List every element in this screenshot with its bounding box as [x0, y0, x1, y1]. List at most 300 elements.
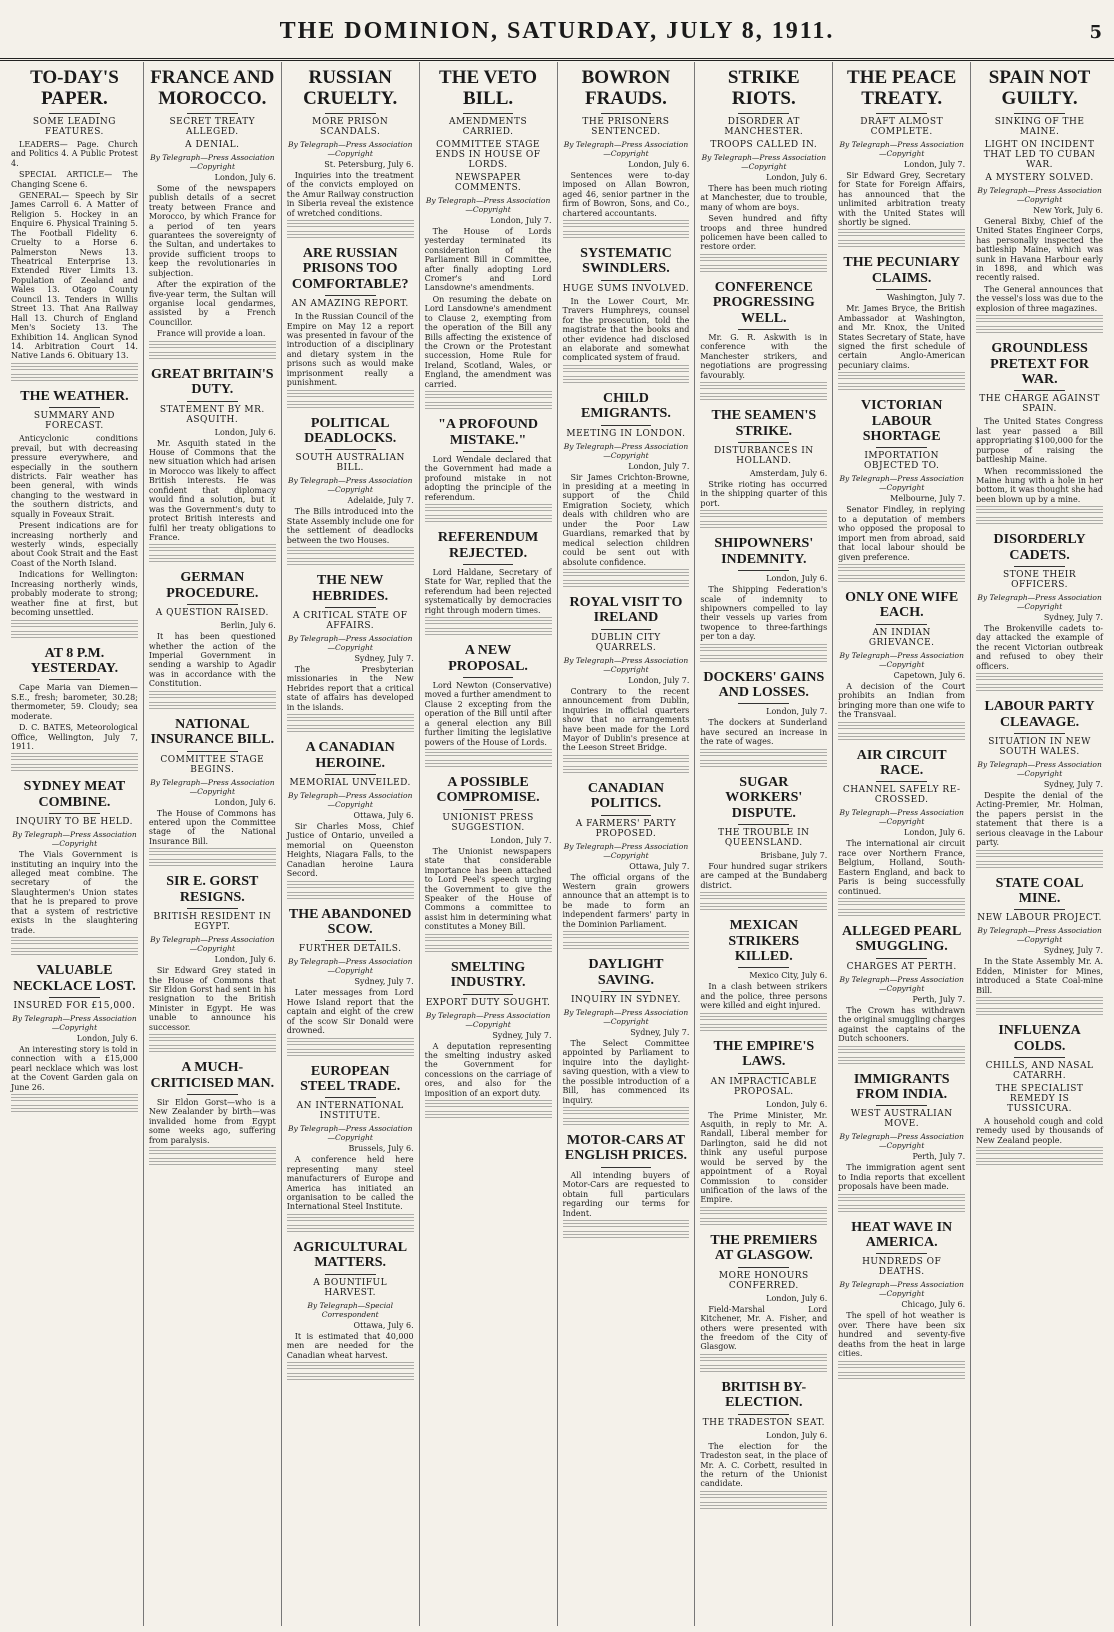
text-filler — [976, 1008, 1103, 1017]
article-headline: NATIONAL INSURANCE BILL. — [150, 716, 275, 748]
article-headline: POLITICAL DEADLOCKS. — [304, 415, 397, 447]
divider-rule — [187, 604, 238, 605]
text-filler — [287, 1373, 414, 1382]
article-headline: THE PEACE TREATY. — [847, 67, 957, 109]
article-paragraph: The House of Lords yesterday terminated its consideration of the Parliament Bill in Committee, after finally adopting Lord Cromer's and Lord Lansdowne's amendments. — [424, 226, 552, 293]
divider-rule — [876, 447, 927, 448]
text-filler — [838, 564, 965, 573]
article-dateline: Capetown, July 6. — [893, 670, 966, 680]
article-subhead: SUMMARY AND FORECAST. — [33, 411, 115, 432]
text-filler — [11, 937, 138, 946]
text-filler — [287, 547, 414, 556]
article-headline: MOTOR-CARS AT ENGLISH PRICES. — [564, 1133, 688, 1164]
article-headline: GROUNDLESS PRETEXT FOR WAR. — [990, 341, 1090, 387]
article — [563, 246, 690, 385]
article-byline: By Telegraph—Press Association—Copyright — [12, 830, 137, 849]
article-subhead: CHILLS, AND NASAL CATARRH. — [985, 1060, 1094, 1081]
text-filler — [563, 755, 690, 764]
article — [425, 417, 552, 524]
article-paragraph: In the Russian Council of the Empire on May 12 a report was presented in favour of the introduction of a disciplinary and dietary system in the prisons such as would make imprisonment really a punishment. — [286, 312, 414, 388]
divider-rule — [601, 425, 652, 426]
article-headline: RUSSIAN CRUELTY. — [303, 67, 398, 109]
article-paragraph: The dockers at Sunderland have secured an increase in the rate of wages. — [700, 718, 828, 747]
text-filler — [700, 1365, 827, 1374]
text-filler — [11, 363, 138, 372]
article-byline: By Telegraph—Press Association—Copyright — [150, 152, 275, 171]
article-dateline: New York, July 6. — [1033, 205, 1103, 215]
divider-rule — [1014, 1057, 1065, 1058]
article-paragraph: Lord Wendale declared that the Government had made a profound mistake in not adopting the principle of the referendum. — [424, 455, 552, 502]
article-paragraph: The General announces that the vessel's loss was due to the explosion of three magazines. — [976, 284, 1103, 313]
article-subhead: SOUTH AUSTRALIAN BILL. — [295, 453, 405, 474]
text-filler — [287, 1362, 414, 1371]
article-subhead: A MYSTERY SOLVED. — [985, 172, 1094, 183]
text-filler — [563, 376, 690, 385]
article-subhead: COMMITTEE STAGE BEGINS. — [160, 754, 265, 775]
divider-rule — [1014, 566, 1065, 567]
article-subhead: NEWSPAPER COMMENTS. — [454, 172, 522, 193]
article — [700, 670, 827, 769]
column-2 — [144, 62, 282, 1626]
article-dateline: Sydney, July 7. — [630, 1028, 690, 1037]
article-headline: VICTORIAN LABOUR SHORTAGE — [860, 398, 943, 445]
article-paragraph: The House of Commons has entered upon the Committee stage of the National Insurance Bill. — [148, 808, 276, 846]
text-filler — [287, 1049, 414, 1058]
article-headline: DAYLIGHT SAVING. — [588, 957, 664, 988]
article-paragraph: Lord Newton (Conservative) moved a further amendment to Clause 2 excepting from the operation of the Bill until after a general election any Bill further limiting the legislative powers of the House of Lords. — [424, 680, 552, 747]
article — [976, 532, 1103, 693]
article-paragraph: On resuming the debate on Lord Lansdowne's amendment to Clause 2, exempting from the operation of the Bill any Bills affecting the existence of the Crown or the Protestant succession, Home Rule for Ireland, Scotland, Wales, or England, the amendment was carried. — [424, 294, 552, 389]
text-filler — [976, 997, 1103, 1006]
article-paragraph: A decision of the Court prohibits an Indian from bringing more than one wife to the Transvaal. — [838, 681, 966, 720]
article-headline: A NEW PROPOSAL. — [448, 643, 528, 674]
article-dateline: London, July 6. — [766, 172, 828, 182]
article-paragraph: The Shipping Federation's scale of indemnity to shipowners compelled to lay their vessels up varies from twopence to three-farthings per ton a day. — [700, 585, 828, 642]
article — [838, 398, 965, 584]
article-byline: By Telegraph—Press Association—Copyright — [12, 1013, 137, 1032]
article — [838, 68, 965, 249]
text-filler — [11, 374, 138, 383]
text-filler — [563, 766, 690, 775]
article-byline: By Telegraph—Press Association—Copyright — [287, 790, 413, 809]
article-subhead: A DENIAL. — [185, 139, 240, 150]
article-byline: By Telegraph—Press Association—Copyright — [150, 777, 275, 796]
article-headline: BOWRON FRAUDS. — [581, 67, 671, 109]
article-headline: SMELTING INDUSTRY. — [450, 959, 526, 991]
article-paragraph: In a clash between strikers and the police, three persons were killed and eight injured. — [700, 982, 828, 1011]
article-dateline: Adelaide, July 7. — [347, 496, 414, 506]
text-filler — [700, 892, 827, 901]
divider-rule — [325, 774, 376, 775]
article-dateline: Mexico City, July 6. — [749, 971, 828, 981]
text-filler — [700, 760, 827, 769]
article-paragraph: Field-Marshal Lord Kitchener, Mr. A. Fisher, and others were presented with the freedom of the City of Glasgow. — [700, 1304, 828, 1352]
article-headline: SYDNEY MEAT COMBINE. — [23, 779, 126, 810]
article-headline: HEAT WAVE IN AMERICA. — [851, 1219, 953, 1250]
article-paragraph: Sir Eldon Gorst—who is a New Zealander by birth—was invalided home from Egypt some weeks ago, suffering from paralysis. — [148, 1097, 276, 1145]
article-paragraph: Mr. Asquith stated in the House of Commons that the new situation which had arisen in Morocco was likely to affect British interests. He was confident that diplomacy would find a solution, but it was the Government's duty to protect British interests and fulfil her treaty obligations to France. — [148, 438, 276, 542]
divider-rule — [1014, 113, 1065, 114]
article — [976, 341, 1103, 526]
article — [149, 717, 276, 869]
article-headline: THE NEW HEBRIDES. — [312, 573, 389, 604]
article-dateline: Sydney, July 7. — [1043, 613, 1103, 623]
article-dateline: London, July 7. — [490, 215, 552, 225]
article — [838, 590, 965, 742]
text-filler — [838, 1194, 965, 1203]
article-subhead: CHANNEL SAFELY RE-CROSSED. — [842, 785, 961, 806]
text-filler — [11, 1094, 138, 1103]
article-paragraph: Seven hundred and fifty troops and three hundred policemen have been called to restore order. — [700, 214, 828, 252]
article-byline: By Telegraph—Press Association—Copyright — [839, 474, 964, 493]
divider-rule — [325, 1097, 376, 1098]
text-filler — [425, 749, 552, 758]
article — [287, 246, 414, 410]
article — [149, 367, 276, 565]
article-paragraph: Sir James Crichton-Browne, in presiding at a meeting in support of the Child Emigration Society, which deals with children who are under the Poor Law Guardians, remarked that by medical selection children could be sent out with absolute confidence. — [562, 472, 690, 567]
article-dateline: London, July 6. — [628, 159, 690, 169]
article — [838, 924, 965, 1066]
article-byline: By Telegraph—Press Association—Copyright — [839, 974, 964, 993]
text-filler — [149, 1158, 276, 1167]
column-8 — [971, 62, 1108, 1626]
article-paragraph: It is estimated that 40,000 men are needed for the Canadian wheat harvest. — [286, 1331, 414, 1360]
article-dateline: Washington, July 7. — [886, 293, 966, 303]
article-paragraph: Four hundred sugar strikers are camped at the Bundaberg district. — [700, 861, 828, 890]
text-filler — [149, 1147, 276, 1156]
divider-rule — [187, 1094, 238, 1095]
article-paragraph: The election for the Tradeston seat, in the place of Mr. A. C. Corbett, resulted in the return of the Unionist candidate. — [700, 1441, 828, 1489]
article-subhead: SECRET TREATY ALLEGED. — [169, 116, 256, 137]
article-dateline: Sydney, July 7. — [1043, 780, 1103, 790]
text-filler — [700, 1024, 827, 1033]
text-filler — [976, 861, 1103, 870]
text-filler — [838, 229, 965, 238]
article-headline: ONLY ONE WIFE EACH. — [845, 590, 959, 621]
article-paragraph: Senator Findley, in replying to a deputation of members who opposed the proposal to import men from abroad, said that local labour should be given preference. — [838, 505, 966, 562]
article-dateline: London, July 6. — [766, 1099, 828, 1109]
article-paragraph: Lord Haldane, Secretary of State for War, replied that the referendum had been rejected systematically by democracies right through modern times. — [424, 567, 552, 615]
article-headline: SUGAR WORKERS' DISPUTE. — [725, 774, 803, 821]
article-dateline: London, July 6. — [76, 1033, 138, 1043]
article-headline: GREAT BRITAIN'S DUTY. — [151, 366, 274, 398]
divider-rule — [187, 908, 238, 909]
article-byline: By Telegraph—Press Association—Copyright — [287, 476, 413, 495]
article — [563, 957, 690, 1127]
text-filler — [700, 382, 827, 391]
article-headline: THE VETO BILL. — [439, 67, 538, 109]
divider-rule — [876, 624, 927, 625]
article-headline: REFERENDUM REJECTED. — [437, 530, 539, 561]
divider-rule — [738, 1414, 789, 1415]
article-dateline: Sydney, July 7. — [354, 977, 414, 987]
article-dateline: Sydney, July 7. — [1043, 946, 1103, 956]
text-filler — [700, 265, 827, 274]
text-filler — [838, 372, 965, 381]
article-byline: By Telegraph—Press Association—Copyright — [977, 760, 1102, 779]
article-paragraph: Despite the denial of the Acting-Premier, Mr. Holman, the papers persist in the statement that there is a serious cleavage in the Labour party. — [976, 791, 1103, 848]
article-dateline: London, July 7. — [628, 675, 690, 685]
divider-rule — [463, 113, 514, 114]
article — [700, 1380, 827, 1511]
article-paragraph: SPECIAL ARTICLE— The Changing Scene 6. — [11, 170, 138, 189]
article-paragraph: The Select Committee appointed by Parliament to inquire into the daylight-saving question, with a view to the possible introduction of a Bill, has commenced its inquiry. — [562, 1039, 690, 1105]
article-paragraph: Anticyclonic conditions prevail, but with decreasing pressure everywhere, and especially in the southern districts. Fair weather has been general, with winds changing to the westward in the southern districts, and squally in Foveaux Strait. — [11, 434, 138, 519]
article-paragraph: General Bixby, Chief of the United States Engineer Corps, has personally inspected the battleship Maine, which was sunk in Havana Harbour early in 1898, and which was recently raised. — [976, 216, 1103, 283]
article-subhead: MORE PRISON SCANDALS. — [312, 116, 389, 137]
article — [700, 775, 827, 912]
text-filler — [700, 1013, 827, 1022]
text-filler — [425, 504, 552, 513]
article-headline: THE EMPIRE'S LAWS. — [713, 1038, 815, 1070]
divider-rule — [738, 442, 789, 443]
article-headline: STATE COAL MINE. — [995, 875, 1084, 907]
article-paragraph: France will provide a loan. — [156, 329, 266, 339]
article-byline: By Telegraph—Press Association—Copyright — [977, 926, 1102, 945]
page-number: 5 — [1089, 22, 1102, 43]
article — [287, 740, 414, 900]
article-headline: AT 8 P.M. YESTERDAY. — [30, 645, 119, 676]
article — [149, 1060, 276, 1167]
text-filler — [700, 393, 827, 402]
article-subhead: AN AMAZING REPORT. — [291, 299, 409, 310]
text-filler — [563, 1220, 690, 1229]
text-filler — [563, 365, 690, 374]
text-filler — [976, 506, 1103, 515]
text-filler — [700, 254, 827, 263]
text-filler — [11, 631, 138, 640]
divider-rule — [738, 570, 789, 571]
article-paragraph: The Prime Minister, Mr. Asquith, in reply to Mr. A. Randall, Liberal member for Darlington, said he did not think any useful purpose would be served by the appointment of a Royal Commission to consider unification of the laws of the Empire. — [700, 1110, 828, 1205]
article — [976, 876, 1103, 1018]
article-headline: LABOUR PARTY CLEAVAGE. — [984, 699, 1095, 730]
text-filler — [425, 760, 552, 769]
divider-rule — [738, 113, 789, 114]
divider-rule — [601, 280, 652, 281]
text-filler — [838, 383, 965, 392]
article-paragraph: In the State Assembly Mr. A. Edden, Minister for Mines, introduced a State Coal-mine Bill. — [976, 957, 1103, 995]
article — [700, 280, 827, 402]
divider-rule — [325, 940, 376, 941]
divider-rule — [738, 329, 789, 330]
article-headline: MEXICAN STRIKERS KILLED. — [728, 918, 800, 965]
article-paragraph: Sentences were to-day imposed on Allan Bowron, aged 46, senior partner in the firm of Bowron, Sons, and Co., chartered accountants. — [562, 170, 690, 218]
divider-rule — [601, 815, 652, 816]
article-dateline: London, July 7. — [904, 159, 966, 169]
article-subhead: AN INTERNATIONAL INSTITUTE. — [296, 1101, 404, 1122]
text-filler — [287, 401, 414, 410]
article — [563, 68, 690, 240]
article-paragraph: The official organs of the Western grain growers announce that an attempt is to be made to form an independent farmers' party in the Dominion Parliament. — [562, 872, 690, 929]
text-filler — [287, 714, 414, 723]
article — [287, 573, 414, 734]
article-paragraph: Indications for Wellington: Increasing northerly winds, probably moderate to strong; weather fine at first, but becoming unsettled. — [11, 570, 138, 618]
article-subhead: AN INDIAN GRIEVANCE. — [868, 627, 935, 648]
article-paragraph: A conference held here representing many steel manufacturers of Europe and America has initiated an organisation to be called the International Steel Institute. — [286, 1155, 414, 1212]
article-paragraph: D. C. BATES, Meteorological Office, Wellington, July 7, 1911. — [11, 723, 138, 751]
text-filler — [149, 859, 276, 868]
article-paragraph: A deputation representing the smelting industry asked the Government for concessions on the carriage of ores, and also for the imposition of an export duty. — [424, 1041, 552, 1098]
article-headline: THE ABANDONED SCOW. — [288, 906, 412, 937]
article-subhead: DRAFT ALMOST COMPLETE. — [860, 116, 944, 137]
article — [425, 530, 552, 637]
article — [700, 68, 827, 274]
article-subhead: FURTHER DETAILS. — [298, 944, 402, 955]
text-filler — [838, 575, 965, 584]
article-headline: A CANADIAN HEROINE. — [305, 740, 395, 771]
divider-rule — [49, 113, 100, 114]
article-paragraph: When recommissioned the Maine hung with a hole in her bottom, it was thought she had been blown up by a mine. — [976, 466, 1103, 504]
divider-rule — [601, 1167, 652, 1168]
text-filler — [838, 1361, 965, 1370]
text-filler — [563, 931, 690, 940]
article-dateline: Berlin, July 6. — [220, 621, 276, 631]
article-dateline: Sydney, July 7. — [354, 653, 414, 663]
newspaper-title: THE DOMINION, SATURDAY, JULY 8, 1911. — [279, 18, 835, 44]
article — [149, 68, 276, 361]
text-filler — [563, 580, 690, 589]
divider-rule — [49, 407, 100, 408]
article-headline: ROYAL VISIT TO IRELAND — [569, 594, 683, 626]
divider-rule — [1014, 909, 1065, 910]
article-headline: IMMIGRANTS FROM INDIA. — [853, 1071, 950, 1102]
article — [425, 68, 552, 411]
article-subhead: A FARMERS' PARTY PROPOSED. — [575, 818, 677, 839]
article-byline: By Telegraph—Press Association—Copyright — [839, 1280, 964, 1299]
divider-rule — [876, 1253, 927, 1254]
article-paragraph: The Vials Government is instituting an inquiry into the alleged meat combine. The secretary of the Slaughtermen's Union states that he is prepared to prove that a system of restrictive exists in the slaughtering trade. — [11, 850, 138, 935]
text-filler — [563, 231, 690, 240]
article-headline: VALUABLE NECKLACE LOST. — [13, 963, 136, 994]
article-byline: By Telegraph—Press Association—Copyright — [977, 185, 1102, 204]
article-headline: GERMAN PROCEDURE. — [166, 570, 259, 601]
article-dateline: London, July 6. — [214, 172, 276, 182]
article-headline: CANADIAN POLITICS. — [587, 780, 665, 812]
text-filler — [838, 1057, 965, 1066]
article-headline: THE SEAMEN'S STRIKE. — [711, 408, 817, 439]
article-headline: DISORDERLY CADETS. — [993, 532, 1086, 563]
article — [563, 595, 690, 775]
divider-rule — [738, 824, 789, 825]
article-headline: STRIKE RIOTS. — [727, 67, 800, 109]
text-filler — [563, 569, 690, 578]
divider-rule — [463, 809, 514, 810]
article-paragraph: GENERAL— Speech by Sir James Carroll 6. A Matter of Religion 5. Hockey in an Enquire 6. Physical Training 5. The Football Fidelity 6. Cruelty to a Horse 6. Palmerston News 13. Theatrical Enterprise 13. Extended River Limits 13. Population of Zealand and Wales 13. Otago County Council 13. Tenders in Willis Street 13. That Ana Railway Hall 13. Church of England Men's Society 13. The Exhibition 14. Anglican Synod 14. Arbitration Court 14. Native Lands 6. Obituary 13. — [11, 190, 138, 361]
article-paragraph: A household cough and cold remedy used by thousands of New Zealand people. — [976, 1116, 1103, 1145]
article-headline: BRITISH BY-ELECTION. — [721, 1379, 807, 1411]
article-paragraph: The Presbyterian missionaries in the New Hebrides report that a critical state of affairs has developed in the islands. — [286, 664, 414, 712]
article — [287, 68, 414, 240]
text-filler — [700, 655, 827, 664]
article — [287, 1240, 414, 1382]
text-filler — [287, 220, 414, 229]
article-subhead: THE CHARGE AGAINST SPAIN. — [979, 394, 1100, 415]
article-subhead: TROOPS CALLED IN. — [710, 139, 818, 150]
article — [700, 1039, 827, 1227]
article-paragraph: After the expiration of the five-year term, the Sultan will organise local gendarmes, assisted by a French Councillor. — [148, 280, 276, 327]
article-byline: By Telegraph—Press Association—Copyright — [839, 139, 964, 158]
text-filler — [149, 848, 276, 857]
text-filler — [838, 1205, 965, 1214]
divider-rule — [738, 703, 789, 704]
article-dateline: Ottawa, July 7. — [629, 861, 690, 871]
divider-rule — [1014, 733, 1065, 734]
text-filler — [425, 1100, 552, 1109]
text-filler — [11, 620, 138, 629]
article-paragraph: In the Lower Court, Mr. Travers Humphreys, counsel for the prosecution, told the magistrate that the books and other evidence had disclosed an elaborate and somewhat complicated system of fraud. — [562, 296, 690, 363]
divider-rule — [463, 994, 514, 995]
article-headline: "A PROFOUND MISTAKE." — [438, 417, 539, 448]
article-subhead: THE PRISONERS SENTENCED. — [582, 116, 670, 137]
article-paragraph: It has been questioned whether the action of the Imperial Government in sending a warship to Agadir was in accordance with the Constitution. — [148, 632, 276, 689]
text-filler — [287, 725, 414, 734]
article — [838, 255, 965, 392]
article-paragraph: The Unionist newspapers state that considerable importance has been attached to Lord Peel's speech urging the Government to give the Speaker of the House of Commons a committee to assist him in determining what constitutes a Money Bill. — [424, 846, 552, 932]
article — [563, 391, 690, 589]
divider-rule — [49, 679, 100, 680]
article-subhead: COMMITTEE STAGE ENDS IN HOUSE OF LORDS. — [435, 139, 541, 170]
text-filler — [976, 517, 1103, 526]
article-paragraph: Sir Charles Moss, Chief Justice of Ontario, unveiled a memorial on Queenston Heights, Niagara Falls, to the Canadian heroine Laura Secord. — [286, 821, 414, 879]
column-6 — [695, 62, 833, 1626]
article-paragraph: Mr. James Bryce, the British Ambassador at Washington, and Mr. Knox, the United States Secretary of State, have signed the first schedule of certain Anglo-American pecuniary claims. — [838, 304, 966, 370]
article-headline: A MUCH-CRITICISED MAN. — [150, 1060, 275, 1091]
divider-rule — [738, 1073, 789, 1074]
article-paragraph: LEADERS— Page. Church and Politics 4. A Public Protest 4. — [11, 139, 138, 168]
article-dateline: London, July 6. — [214, 797, 276, 807]
article-dateline: Perth, July 7. — [912, 1152, 966, 1162]
article-headline: AGRICULTURAL MATTERS. — [293, 1239, 408, 1271]
divider-rule — [876, 1105, 927, 1106]
article-paragraph: Sir Edward Grey, Secretary for State for Foreign Affairs, has announced that the unlimited arbitration treaty with the United States will shortly be signed. — [838, 170, 966, 227]
divider-rule — [187, 401, 238, 402]
article-byline: By Telegraph—Press Association—Copyright — [425, 195, 551, 214]
column-4 — [420, 62, 558, 1626]
divider-rule — [325, 449, 376, 450]
article-paragraph: Mr. G. R. Askwith is in conference with the Manchester strikers, and negotiations are progressing favourably. — [700, 333, 828, 380]
article-headline: THE PECUNIARY CLAIMS. — [843, 255, 960, 286]
text-filler — [149, 341, 276, 350]
article-subhead: STATEMENT BY MR. ASQUITH. — [159, 404, 265, 425]
text-filler — [563, 1118, 690, 1127]
article-subhead: DISTURBANCES IN HOLLAND. — [713, 445, 814, 466]
divider-rule — [738, 967, 789, 968]
article-subhead: DISORDER AT MANCHESTER. — [724, 116, 804, 137]
article-byline: By Telegraph—Press Association—Copyright — [287, 957, 413, 976]
article-subhead: THE TROUBLE IN QUEENSLAND. — [718, 827, 810, 848]
text-filler — [838, 909, 965, 918]
article-subhead: INSURED FOR £15,000. — [13, 1000, 136, 1011]
article-paragraph: Later messages from Lord Howe Island report that the captain and eight of the crew of the scow Sir Donald were drowned. — [286, 988, 414, 1036]
text-filler — [976, 315, 1103, 324]
divider-rule — [187, 113, 238, 114]
article-dateline: London, July 6. — [214, 427, 276, 437]
article — [11, 963, 138, 1114]
article-headline: A POSSIBLE COMPROMISE. — [436, 775, 540, 806]
article-headline: AIR CIRCUIT RACE. — [856, 747, 947, 778]
article-byline: By Telegraph—Press Association—Copyright — [563, 441, 689, 460]
article-byline: By Telegraph—Special Correspondent — [307, 1300, 394, 1319]
text-filler — [425, 515, 552, 524]
article-paragraph: Inquiries into the treatment of the convicts employed on the Amur Railway construction in Siberia reveal the existence of wretched conditions. — [286, 170, 414, 218]
article-subhead: DUBLIN CITY QUARRELS. — [591, 632, 661, 653]
article-subhead: MORE HONOURS CONFERRED. — [718, 1270, 809, 1291]
article-dateline: London, July 6. — [214, 955, 276, 965]
divider-rule — [1014, 390, 1065, 391]
text-filler — [700, 1491, 827, 1500]
divider-rule — [325, 607, 376, 608]
text-filler — [149, 352, 276, 361]
